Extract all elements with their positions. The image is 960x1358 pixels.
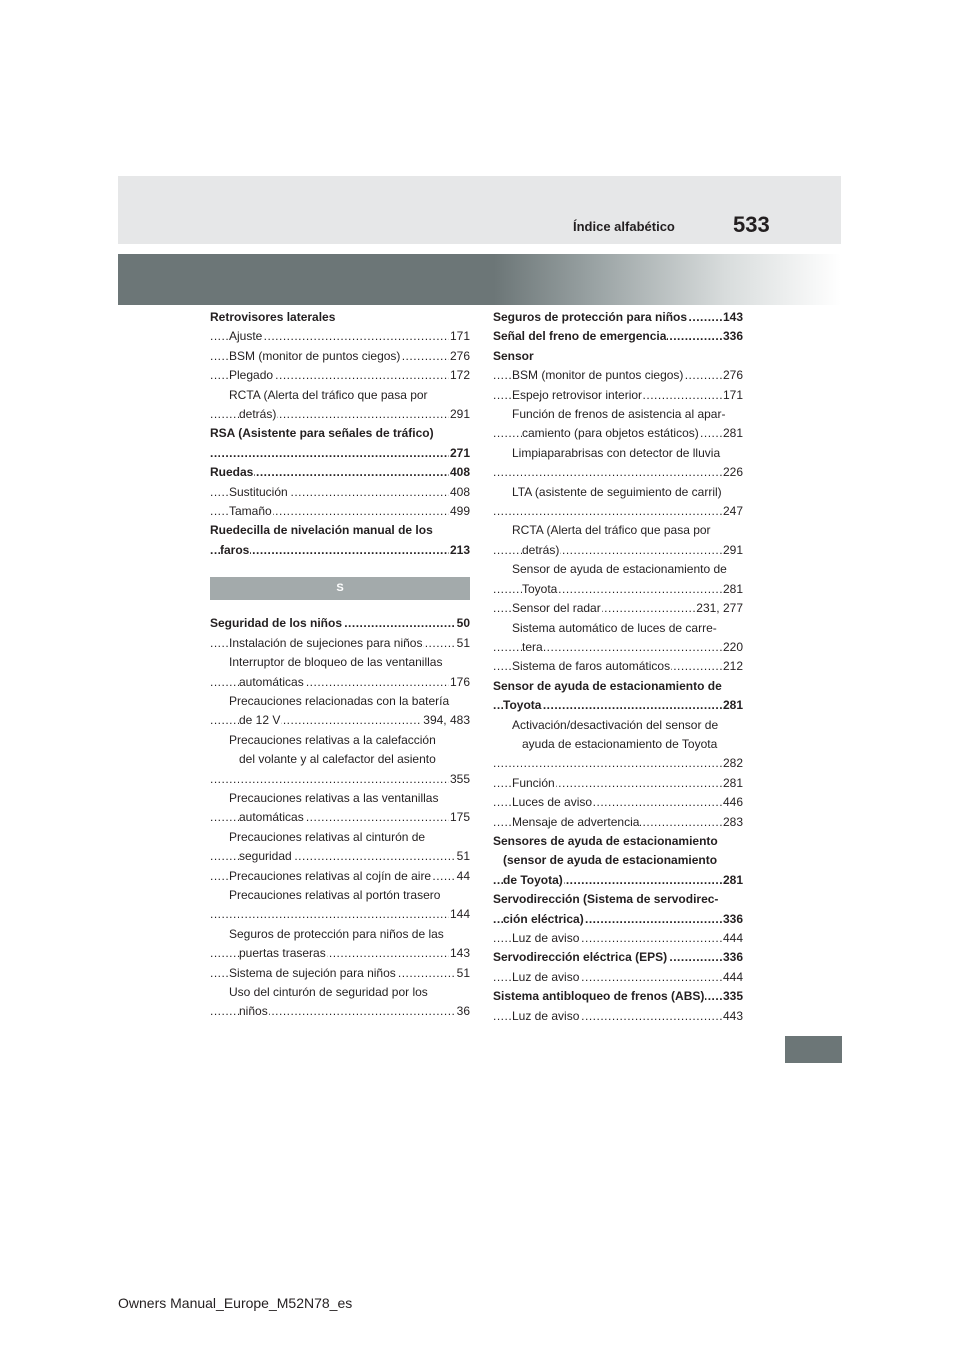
index-entry-page: 176 xyxy=(449,673,470,692)
index-entry xyxy=(210,828,470,847)
index-entry-page: 408 xyxy=(449,483,470,502)
index-entry-page: 336 xyxy=(722,948,743,967)
index-entry-term: Función de frenos de asistencia al apar- xyxy=(512,407,726,422)
index-entry-term: Sensores de ayuda de estacionamiento xyxy=(493,833,718,848)
index-entry xyxy=(493,580,743,599)
index-entry-term: ayuda de estacionamiento de Toyota xyxy=(522,736,718,751)
index-entry-term: seguridad xyxy=(239,849,292,864)
index-entry-term: RCTA (Alerta del tráfico que pasa por xyxy=(512,523,711,538)
index-entry xyxy=(493,832,743,851)
index-entry-page: 355 xyxy=(449,770,470,789)
index-entry xyxy=(493,347,743,366)
index-entry-term xyxy=(239,772,240,786)
index-entry xyxy=(493,948,743,967)
index-entry-term: RCTA (Alerta del tráfico que pasa por xyxy=(229,387,428,402)
index-entry-term: Uso del cinturón de seguridad por los xyxy=(229,985,428,999)
index-entry-term: Sistema antibloqueo de frenos (ABS) xyxy=(493,989,705,1004)
index-entry-term: Instalación de sujeciones para niños xyxy=(229,635,423,650)
index-entry xyxy=(493,386,743,405)
index-entry-page: 231, 277 xyxy=(695,599,743,618)
index-entry-page: 394, 483 xyxy=(422,711,470,730)
index-entry-page: 171 xyxy=(722,386,743,405)
index-entry xyxy=(493,735,743,754)
index-entry-term: automáticas xyxy=(239,674,304,689)
index-entry xyxy=(493,541,743,560)
index-entry xyxy=(493,813,743,832)
index-entry xyxy=(210,483,470,502)
index-entry xyxy=(493,366,743,385)
index-entry-term: automáticas xyxy=(239,810,304,825)
index-entry-term: Servodirección eléctrica (EPS) xyxy=(493,950,668,965)
index-entry xyxy=(210,444,470,463)
index-entry-page: 276 xyxy=(722,366,743,385)
index-entry xyxy=(210,770,470,789)
index-entry xyxy=(210,521,470,540)
index-entry-page: 282 xyxy=(722,754,743,773)
index-entry-term: Sistema automático de luces de carre- xyxy=(512,620,717,635)
decorative-gradient-band xyxy=(118,254,841,305)
index-entry-page: 175 xyxy=(449,808,470,827)
index-entry-term: Seguros de protección para niños de las xyxy=(229,926,444,941)
index-entry-term: Toyota xyxy=(522,581,558,596)
index-entry-term: detrás) xyxy=(239,407,277,422)
index-entry-term: del volante y al calefactor del asiento xyxy=(239,752,436,767)
index-entry-term: Seguridad de los niños xyxy=(210,616,343,631)
index-entry-term: (sensor de ayuda de estacionamiento xyxy=(503,853,718,868)
index-entry xyxy=(210,983,470,1002)
index-entry-term: de 12 V xyxy=(239,713,281,728)
index-entry xyxy=(493,677,743,696)
index-entry xyxy=(210,463,470,482)
index-entry-page: 443 xyxy=(722,1007,743,1026)
index-entry-term: Ruedas xyxy=(210,465,254,480)
index-entry-page: 281 xyxy=(722,871,743,890)
index-entry-page: 271 xyxy=(449,444,470,463)
index-entries-s-continued xyxy=(493,308,743,1026)
index-entry-term: Espejo retrovisor interior xyxy=(512,387,643,402)
index-entry-term: Precauciones relativas a la calefacción xyxy=(229,732,436,747)
index-column-right xyxy=(493,308,743,1026)
index-entry xyxy=(493,871,743,890)
index-entry xyxy=(210,731,470,750)
index-entry xyxy=(210,327,470,346)
index-entry-term: puertas traseras xyxy=(239,946,326,961)
index-entry xyxy=(210,905,470,924)
index-entry-page: 51 xyxy=(456,847,470,866)
index-entry-term: LTA (asistente de seguimiento de carril) xyxy=(512,484,722,499)
index-entry xyxy=(493,696,743,715)
index-entry xyxy=(210,925,470,944)
index-entry-term: Plegado xyxy=(229,368,274,383)
page-number: 533 xyxy=(733,212,770,237)
index-entry-term: ción eléctrica) xyxy=(503,911,584,926)
index-entry xyxy=(210,944,470,963)
section-tab xyxy=(785,1036,842,1063)
index-entry xyxy=(493,1007,743,1026)
index-entry-page: 226 xyxy=(722,463,743,482)
index-entry xyxy=(210,847,470,866)
index-entry xyxy=(493,444,743,463)
index-entry xyxy=(493,327,743,346)
index-entry xyxy=(493,793,743,812)
index-entry-term: Ruedecilla de nivelación manual de los xyxy=(210,523,433,538)
index-entry-page: 281 xyxy=(722,424,743,443)
index-entry xyxy=(493,405,743,424)
index-entry-term: Precauciones relativas al cinturón de xyxy=(229,829,426,844)
index-entry xyxy=(493,987,743,1006)
index-entry xyxy=(493,502,743,521)
index-entry xyxy=(210,964,470,983)
index-entry-term: Activación/desactivación del sensor de xyxy=(512,717,719,732)
index-entry xyxy=(210,405,470,424)
index-entry xyxy=(210,386,470,405)
index-entry-page: 281 xyxy=(722,580,743,599)
index-entry-term: Toyota xyxy=(503,698,542,713)
index-entry-term: Sensor de ayuda de estacionamiento de xyxy=(512,562,727,577)
index-entry-term: Limpiaparabrisas con detector de lluvia xyxy=(512,445,721,460)
index-entry xyxy=(210,424,470,443)
index-entry xyxy=(210,1002,470,1021)
index-entry-term: Sustitución xyxy=(229,484,288,499)
index-entry-term xyxy=(522,756,523,770)
index-entry-page: 36 xyxy=(456,1002,470,1021)
index-entry-term: Sensor del radar xyxy=(512,601,601,616)
index-entry-term xyxy=(239,907,240,921)
index-entry xyxy=(493,774,743,793)
index-entry xyxy=(210,789,470,808)
index-entry-page: 281 xyxy=(722,696,743,715)
index-entry xyxy=(493,968,743,987)
index-entry-page: 143 xyxy=(722,308,743,327)
index-entry-page: 444 xyxy=(722,968,743,987)
index-entry xyxy=(210,634,470,653)
index-entry-term: tera xyxy=(522,639,543,654)
index-entry-term: Precauciones relativas a las ventanillas xyxy=(229,790,439,805)
index-entry xyxy=(493,910,743,929)
index-entry xyxy=(493,619,743,638)
index-entries-r xyxy=(210,308,470,560)
index-entry-term: Precauciones relativas al portón trasero xyxy=(229,887,441,902)
index-entry xyxy=(210,347,470,366)
index-entry xyxy=(493,560,743,579)
index-entry xyxy=(210,502,470,521)
index-entry-page: 291 xyxy=(449,405,470,424)
index-entry-page: 50 xyxy=(456,614,470,633)
index-entry xyxy=(210,541,470,560)
index-entry-term: Servodirección (Sistema de servodirec- xyxy=(493,892,719,907)
index-entry-term: Sensor xyxy=(493,348,534,363)
index-entry-page: 51 xyxy=(456,964,470,983)
index-entry-page: 499 xyxy=(449,502,470,521)
index-entry xyxy=(493,638,743,657)
index-entry xyxy=(493,308,743,327)
index-entry-page: 336 xyxy=(722,910,743,929)
index-entry xyxy=(210,614,470,633)
index-entry-page: 291 xyxy=(722,541,743,560)
index-entry-page: 144 xyxy=(449,905,470,924)
index-entry-page: 281 xyxy=(722,774,743,793)
index-entry-page: 51 xyxy=(456,634,470,653)
index-entry xyxy=(210,867,470,886)
index-entry xyxy=(493,754,743,773)
index-entry xyxy=(210,673,470,692)
index-entry-term: RSA (Asistente para señales de tráfico) xyxy=(210,426,434,441)
index-entry xyxy=(210,808,470,827)
index-entry-term: Ajuste xyxy=(229,329,263,344)
index-entry-page: 143 xyxy=(449,944,470,963)
index-entry xyxy=(210,711,470,730)
index-entry xyxy=(493,851,743,870)
index-entry xyxy=(493,657,743,676)
index-entry-term: Luces de aviso xyxy=(512,795,593,810)
index-entry-page: 408 xyxy=(449,463,470,482)
index-entry-term: Precauciones relativas al cojín de aire xyxy=(229,868,432,883)
index-entry-term: Mensaje de advertencia xyxy=(512,814,640,829)
index-entry xyxy=(210,653,470,672)
index-entry-term: detrás) xyxy=(522,542,560,557)
index-entry xyxy=(493,521,743,540)
index-entry-term: Función xyxy=(512,775,555,790)
document-footer: Owners Manual_Europe_M52N78_es xyxy=(118,1295,353,1311)
index-entry-term: Precauciones relacionadas con la batería xyxy=(229,693,450,708)
index-column-left xyxy=(210,308,470,1022)
index-entry-page: 336 xyxy=(722,327,743,346)
index-entry-term: Luz de aviso xyxy=(512,1008,580,1023)
index-entry-page: 276 xyxy=(449,347,470,366)
index-entry-term: Sistema de faros automáticos xyxy=(512,659,671,674)
index-entry xyxy=(493,599,743,618)
index-entry-term: BSM (monitor de puntos ciegos) xyxy=(512,368,684,383)
index-entry-page: 171 xyxy=(449,327,470,346)
index-entry-term xyxy=(220,446,221,460)
index-entry-term: camiento (para objetos estáticos) xyxy=(522,426,699,441)
index-entry xyxy=(493,463,743,482)
index-entry-term: Interruptor de bloqueo de las ventanillas xyxy=(229,655,443,670)
index-entry-term: Seguros de protección para niños xyxy=(493,310,688,324)
index-entry-page: 444 xyxy=(722,929,743,948)
index-entry-page: 247 xyxy=(722,502,743,521)
index-entry-term: niños xyxy=(239,1004,268,1019)
index-entry-term: Luz de aviso xyxy=(512,969,580,984)
index-entries-s xyxy=(210,614,470,1022)
index-entry-term xyxy=(522,504,523,518)
index-entry-page: 283 xyxy=(722,813,743,832)
index-entry-term: faros xyxy=(220,542,250,557)
index-entry-term: Luz de aviso xyxy=(512,931,580,945)
index-entry xyxy=(210,308,470,327)
index-entry-page: 446 xyxy=(722,793,743,812)
index-entry xyxy=(210,366,470,385)
index-entry xyxy=(493,929,743,948)
section-title: Índice alfabético xyxy=(573,219,675,234)
index-entry-page: 172 xyxy=(449,366,470,385)
index-entry-term: Tamaño xyxy=(229,504,272,519)
index-entry-page: 213 xyxy=(449,541,470,560)
index-entry-page: 220 xyxy=(722,638,743,657)
index-entry xyxy=(493,483,743,502)
index-entry-page: 335 xyxy=(722,987,743,1006)
index-entry xyxy=(210,886,470,905)
index-entry-term: BSM (monitor de puntos ciegos) xyxy=(229,348,401,363)
index-entry xyxy=(493,890,743,909)
index-entry-term xyxy=(522,465,523,479)
index-entry-term: Sensor de ayuda de estacionamiento de xyxy=(493,678,722,693)
index-entry xyxy=(493,716,743,735)
index-entry-term: Retrovisores laterales xyxy=(210,310,336,324)
index-entry xyxy=(493,424,743,443)
index-entry-page: 44 xyxy=(456,867,470,886)
index-entry xyxy=(210,750,470,769)
index-entry-term: de Toyota) xyxy=(503,872,563,887)
index-entry-term: Sistema de sujeción para niños xyxy=(229,965,396,980)
letter-divider-s: S xyxy=(210,577,470,600)
index-entry xyxy=(210,692,470,711)
index-entry-page: 212 xyxy=(722,657,743,676)
index-entry-term: Señal del freno de emergencia xyxy=(493,329,667,344)
